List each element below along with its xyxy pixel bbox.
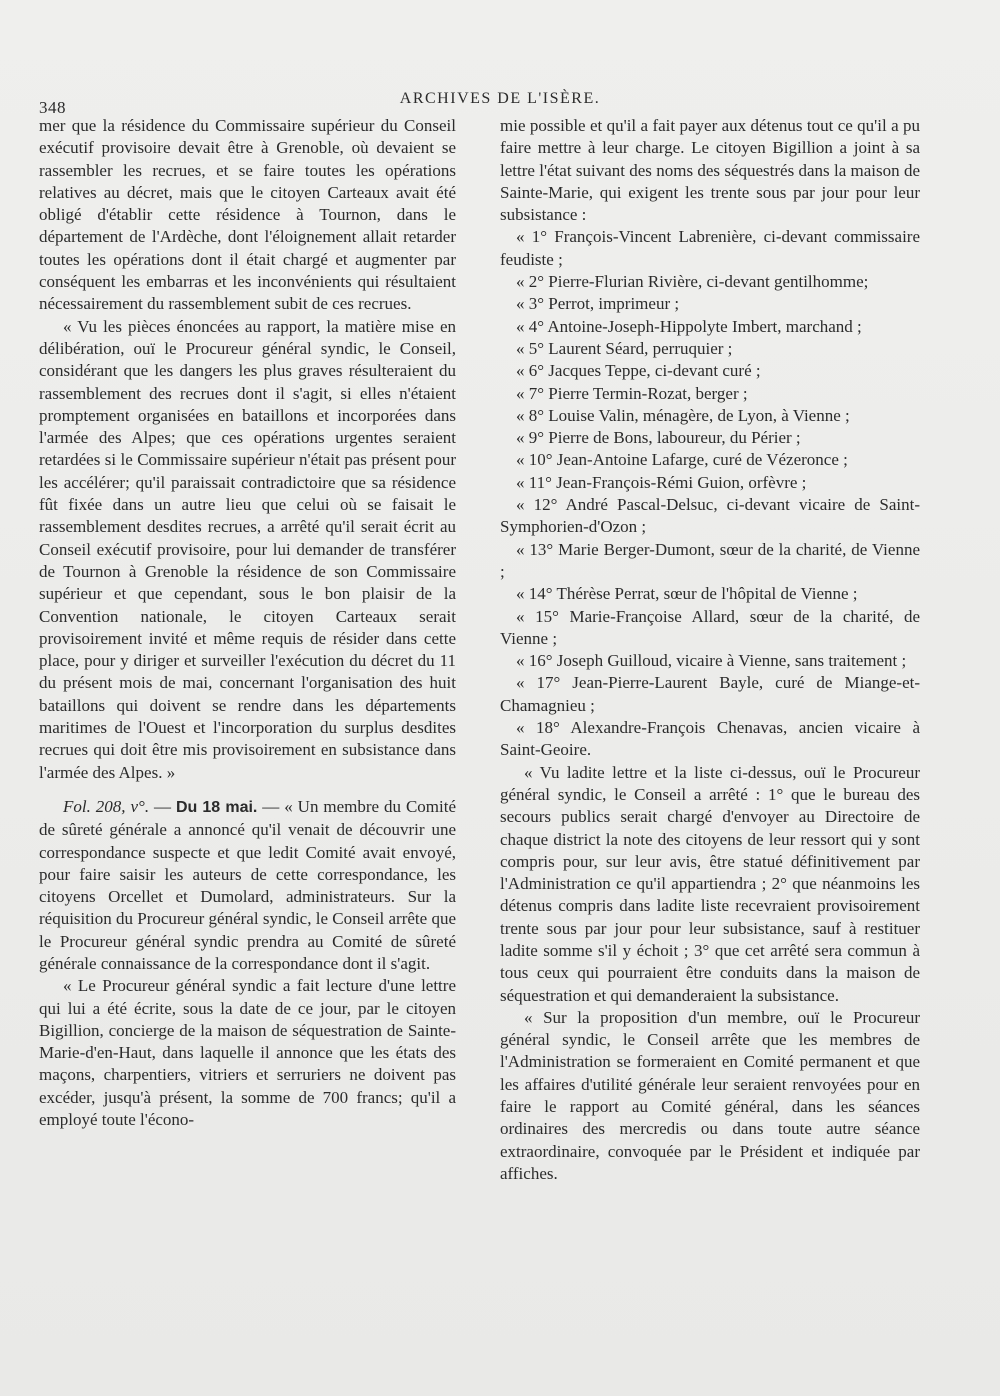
list-item: « 10° Jean-Antoine Lafarge, curé de Vézeronce ; [516, 450, 848, 470]
list-item: « 3° Perrot, imprimeur ; [516, 294, 680, 314]
right-column [500, 115, 920, 1185]
list-item: « 11° Jean-François-Rémi Guion, orfèvre ; [516, 472, 807, 492]
left-paragraph-3 [39, 796, 456, 975]
list-item: « 9° Pierre de Bons, laboureur, du Périer ; [516, 428, 801, 448]
detainee-list [500, 226, 920, 761]
list-item: « 14° Thérèse Perrat, sœur de l'hôpital de Vienne ; [516, 584, 858, 604]
list-item: « 18° Alexandre-François Chenavas, ancien vicaire à Saint-Geoire. [500, 718, 920, 760]
list-item: « 13° Marie Berger-Dumont, sœur de la charité, de Vienne ; [500, 539, 920, 581]
session-date: Du 18 mai. [175, 798, 258, 816]
list-item: « 16° Joseph Guilloud, vicaire à Vienne, sans traitement ; [516, 651, 907, 671]
left-paragraph-3-text: — « Un membre du Comité de sûreté générale a annoncé qu'il venait de découvrir une correspondance suspecte et que ledit Comité avait envoyé, pour faire saisir les auteurs de cette correspondance, les citoyens Orcellet et Dumolard, administrateurs. Sur la réquisition du Procureur général syndic, le Conseil arrête que le Procureur général syndic prendra au Comité de sûreté générale connaissance de la correspondance dont il s'agit. [39, 796, 457, 973]
list-item: « 7° Pierre Termin-Rozat, berger ; [516, 383, 748, 403]
list-item: « 1° François-Vincent Labrenière, ci-devant commissaire feudiste ; [500, 227, 920, 269]
list-item: « 6° Jacques Teppe, ci-devant curé ; [516, 361, 761, 381]
folio-reference: Fol. 208, v°. [63, 796, 150, 816]
right-paragraph-3: « Sur la proposition d'un membre, ouï le Procureur général syndic, le Conseil arrête que les membres de l'Administration se formeraient en Comité permanent et que les affaires d'utilité générale leur seraient renvoyées pour en faire le rapport au Comité général, dans les séances ordinaires des mercredis ou dans toute autre séance extraordinaire, convoquée par le Président et indiquée par affiches. [500, 1007, 920, 1183]
running-title: ARCHIVES DE L'ISÈRE. [399, 90, 601, 107]
list-item: « 12° André Pascal-Delsuc, ci-devant vicaire de Saint-Symphorien-d'Ozon ; [500, 495, 920, 537]
list-item: « 15° Marie-Françoise Allard, sœur de la charité, de Vienne ; [500, 606, 920, 648]
list-item: « 17° Jean-Pierre-Laurent Bayle, curé de Miange-et-Chamagnieu ; [500, 673, 920, 715]
left-paragraph-4: « Le Procureur général syndic a fait lecture d'une lettre qui lui a été écrite, sous la date de ce jour, par le citoyen Bigillion, concierge de la maison de séquestration de Sainte-Marie-d'en-Haut, dans laquelle il annonce que les états des maçons, charpentiers, vitriers et serruriers ne doivent pas excéder, jusqu'à présent, la somme de 700 francs; qu'il a employé toute l'écono- [39, 976, 456, 1130]
page-number: 348 [39, 98, 66, 117]
right-paragraph-1: mie possible et qu'il a fait payer aux détenus tout ce qu'il a pu faire mettre à leur charge. Le citoyen Bigillion a joint à sa lettre l'état suivant des noms des séquestrés dans la maison de Sainte-Marie, qui exigent les trente sous par jour pour leur subsistance : [500, 116, 920, 225]
left-column [39, 115, 456, 1131]
left-paragraph-2: « Vu les pièces énoncées au rapport, la matière mise en délibération, ouï le Procureur général syndic, le Conseil, considérant que les dangers les plus graves résulteraient du rassemblement des recrues dont il s'agit, si elles n'étaient promptement organisées en bataillons et incorporées dans l'armée des Alpes; que ces opérations urgentes seraient retardées si le Commissaire supérieur n'était pas présent pour les accélérer; qu'il paraissait contradictoire que sa résidence fût fixée dans un autre lieu que celui où se faisait le rassemblement desdites recrues, a arrêté qu'il serait écrit au Conseil exécutif provisoire, pour lui demander de transférer de Tournon à Grenoble la résidence de son Commissaire supérieur et que cependant, sous le bon plaisir de la Convention nationale, le citoyen Carteaux serait provisoirement invité et même requis de résider dans cette place, pour y diriger et surveiller l'exécution du décret du 11 du présent mois de mai, concernant l'organisation des huit bataillons qui doivent se rendre dans les départements maritimes de l'Ouest et l'incorporation du surplus desdites recrues qui doit être mis provisoirement en subsistance dans l'armée des Alpes. » [39, 316, 456, 782]
list-item: « 8° Louise Valin, ménagère, de Lyon, à Vienne ; [516, 405, 850, 425]
left-paragraph-1: mer que la résidence du Commissaire supérieur du Conseil exécutif provisoire devait être à Grenoble, où devaient se rassembler les recrues, et se faire toutes les opérations relatives au décret, mais que le citoyen Carteaux avait été obligé d'établir cette résidence à Tournon, dans le département de l'Ardèche, dont l'éloignement allait retarder toutes les opérations dont il était chargé et augmenter par conséquent les embarras et les inconvénients qui résultaient nécessairement du rassemblement subit de ces recrues. [39, 116, 456, 314]
list-item: « 5° Laurent Séard, perruquier ; [516, 338, 733, 358]
folio-dash: — [149, 796, 176, 816]
right-paragraph-2: « Vu ladite lettre et la liste ci-dessus, ouï le Procureur général syndic, le Conseil a arrêté : 1° que le bureau des secours publics serait chargé d'envoyer au Directoire de chaque district la note des citoyens de leur ressort qui y sont compris pour, sur leur avis, être statué définitivement par l'Administration ce qu'il appartiendra ; 2° que néanmoins les détenus compris dans ladite liste recevraient provisoirement trente sous par jour pour leur subsistance, sauf à restituer ladite somme s'il y échoit ; 3° que cet arrêté sera commun à tous ceux qui pourraient être conduits dans la maison de séquestration et qui demanderaient la subsistance. [500, 762, 920, 1005]
list-item: « 2° Pierre-Flurian Rivière, ci-devant gentilhomme; [516, 272, 869, 292]
list-item: « 4° Antoine-Joseph-Hippolyte Imbert, marchand ; [516, 316, 862, 336]
